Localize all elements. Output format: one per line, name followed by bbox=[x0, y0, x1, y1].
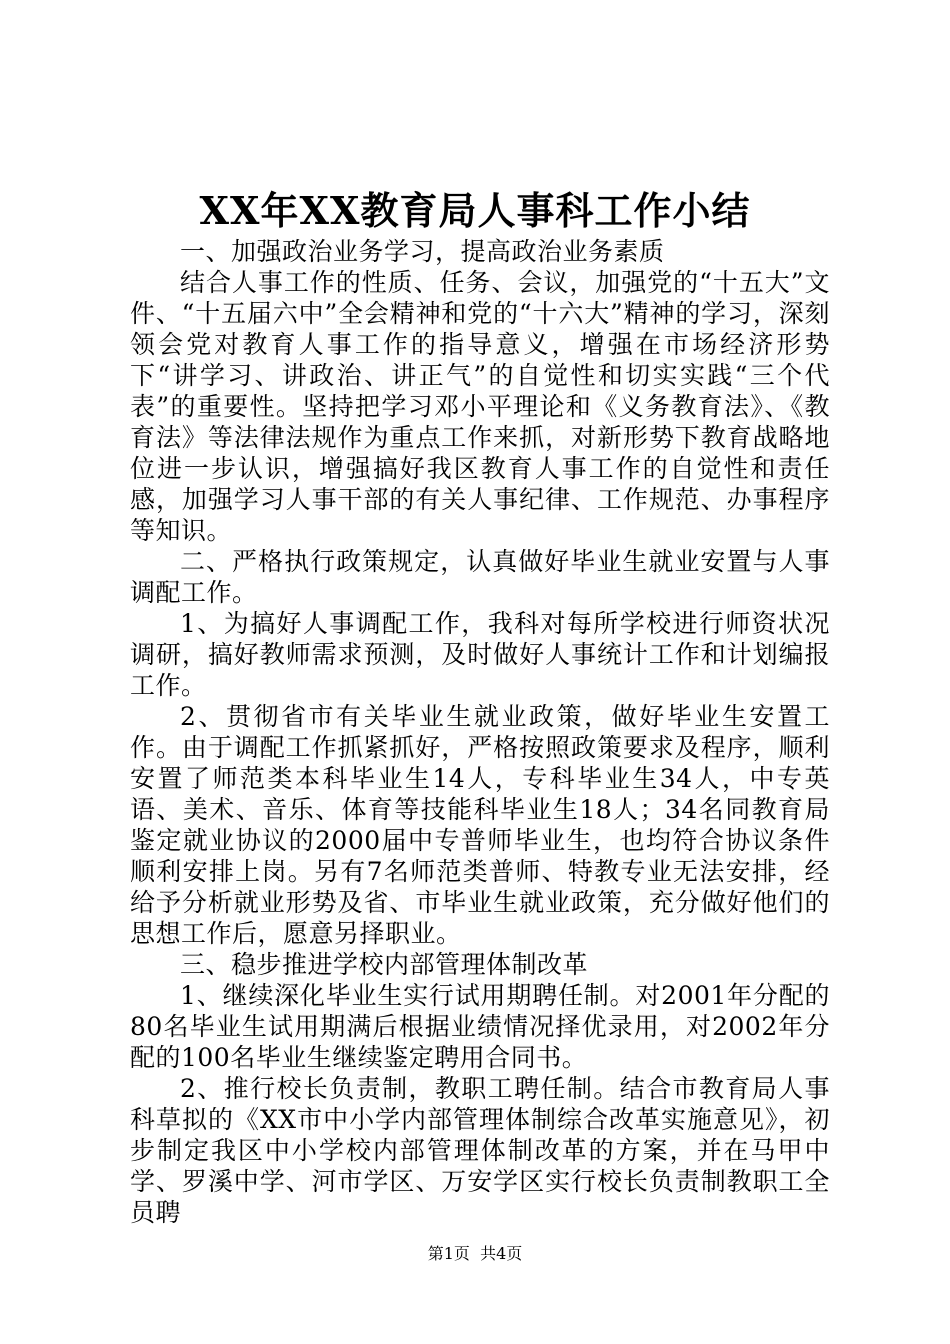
section-heading-3: 三、稳步推进学校内部管理体制改革 bbox=[180, 950, 589, 979]
page-number: 第1页 bbox=[427, 1244, 470, 1263]
page-footer bbox=[0, 1244, 950, 1264]
paragraph: 1、继续深化毕业生实行试用期聘任制。对2001年分配的80名毕业生试用期满后根据业绩情况择优录用，对2002年分配的100名毕业生继续鉴定聘用合同书。 bbox=[130, 981, 830, 1072]
paragraph: 2、推行校长负责制，教职工聘任制。结合市教育局人事科草拟的《XX市中小学内部管理体制综合改革实施意见》，初步制定我区中小学校内部管理体制改革的方案，并在马甲中学、罗溪中学、河市学区、万安学区实行校长负责制教职工全员聘 bbox=[130, 1074, 830, 1227]
document-body bbox=[130, 236, 830, 1228]
paragraph: 1、为搞好人事调配工作，我科对每所学校进行师资状况调研，搞好教师需求预测，及时做好人事统计工作和计划编报工作。 bbox=[130, 609, 830, 700]
section-heading-1: 一、加强政治业务学习，提高政治业务素质 bbox=[180, 237, 665, 266]
paragraph: 结合人事工作的性质、任务、会议，加强党的“十五大”文件、“十五届六中”全会精神和党的“十六大”精神的学习，深刻领会党对教育人事工作的指导意义，增强在市场经济形势下“讲学习、讲政治、讲正气”的自觉性和切实实践“三个代表”的重要性。坚持把学习邓小平理论和《义务教育法》、《教育法》等法律法规作为重点工作来抓，对新形势下教育战略地位进一步认识，增强搞好我区教育人事工作的自觉性和责任感，加强学习人事干部的有关人事纪律、工作规范、办事程序等知识。 bbox=[130, 268, 830, 545]
paragraph: 2、贯彻省市有关毕业生就业政策，做好毕业生安置工作。由于调配工作抓紧抓好，严格按照政策要求及程序，顺利安置了师范类本科毕业生14人，专科毕业生34人，中专英语、美术、音乐、体育等技能科毕业生18人；34名同教育局鉴定就业协议的2000届中专普师毕业生，也均符合协议条件顺利安排上岗。另有7名师范类普师、特教专业无法安排，经给予分析就业形势及省、市毕业生就业政策，充分做好他们的思想工作后，愿意另择职业。 bbox=[130, 702, 830, 948]
document-title: XX年XX教育局人事科工作小结 bbox=[199, 188, 751, 233]
section-heading-2: 二、严格执行政策规定，认真做好毕业生就业安置与人事调配工作。 bbox=[130, 547, 830, 607]
page-total: 共4页 bbox=[480, 1244, 523, 1263]
